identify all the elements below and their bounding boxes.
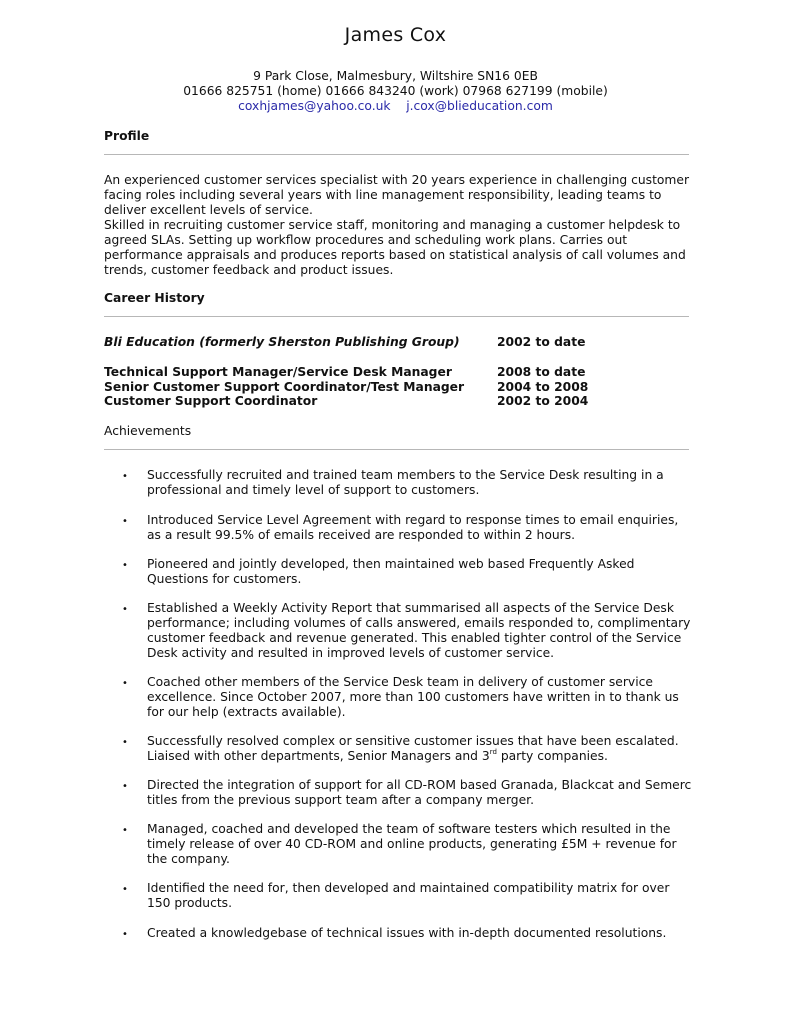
bullet-icon: • xyxy=(122,825,128,836)
bullet-icon: • xyxy=(122,678,128,689)
role-title: Senior Customer Support Coordinator/Test Manager xyxy=(104,380,465,394)
contact-phones: 01666 825751 (home) 01666 843240 (work) 07968 627199 (mobile) xyxy=(183,84,608,98)
achievement-item: Established a Weekly Activity Report that summarised all aspects of the Service Desk performance; including volumes of calls answered, emails responded to, complimentary customer feedback and revenue generated. This enabled tighter control of the Service Desk activity and resulted in improved levels of customer service. xyxy=(147,601,691,660)
email-personal-link[interactable]: coxhjames@yahoo.co.uk xyxy=(238,99,391,113)
career-heading: Career History xyxy=(104,291,205,305)
profile-heading: Profile xyxy=(104,129,150,143)
role-title: Customer Support Coordinator xyxy=(104,394,318,408)
achievement-line: party companies. xyxy=(496,749,608,763)
bullet-icon: • xyxy=(122,516,128,527)
achievement-item xyxy=(147,734,707,764)
contact-address: 9 Park Close, Malmesbury, Wiltshire SN16 0EB xyxy=(253,69,538,83)
email-work-link[interactable]: j.cox@blieducation.com xyxy=(406,99,553,113)
achievement-item: Managed, coached and developed the team of software testers which resulted in the timely release of over 40 CD-ROM and online products, generating £5M + revenue for the company. xyxy=(147,822,677,866)
role-dates: 2008 to date xyxy=(497,365,586,379)
bullet-icon: • xyxy=(122,737,128,748)
ordinal-suffix: rd xyxy=(489,748,497,756)
achievement-item: Created a knowledgebase of technical issues with in-depth documented resolutions. xyxy=(147,926,667,940)
achievement-line: Liaised with other departments, Senior Managers and 3 xyxy=(147,749,490,763)
achievement-line: Successfully resolved complex or sensitive customer issues that have been escalated. xyxy=(147,734,679,748)
bullet-icon: • xyxy=(122,929,128,940)
bullet-icon: • xyxy=(122,884,128,895)
achievement-item: Coached other members of the Service Desk team in delivery of customer service excellence. Since October 2007, more than 100 customers have written in to thank us for our help (extracts available). xyxy=(147,675,679,719)
company-dates: 2002 to date xyxy=(497,335,586,349)
profile-divider xyxy=(104,154,689,155)
bullet-icon: • xyxy=(122,781,128,792)
role-dates: 2002 to 2004 xyxy=(497,394,589,408)
bullet-icon: • xyxy=(122,604,128,615)
bullet-icon: • xyxy=(122,560,128,571)
achievement-item: Identified the need for, then developed and maintained compatibility matrix for over 150 products. xyxy=(147,881,670,910)
candidate-name: James Cox xyxy=(344,24,447,46)
role-title: Technical Support Manager/Service Desk Manager xyxy=(104,365,452,379)
achievements-divider xyxy=(104,449,689,450)
achievement-item: Successfully recruited and trained team members to the Service Desk resulting in a professional and timely level of support to customers. xyxy=(147,468,664,497)
role-dates: 2004 to 2008 xyxy=(497,380,589,394)
achievements-heading: Achievements xyxy=(104,424,192,438)
bullet-icon: • xyxy=(122,471,128,482)
achievement-item: Directed the integration of support for all CD-ROM based Granada, Blackcat and Semerc titles from the previous support team after a company merger. xyxy=(147,778,692,807)
career-divider xyxy=(104,316,689,317)
contact-emails xyxy=(0,99,791,114)
profile-text: An experienced customer services specialist with 20 years experience in challenging customer facing roles including several years with line management responsibility, leading teams to deliver excellent levels of service. Skilled in recruiting customer service staff, monitoring and managing a customer helpdesk to agreed SLAs. Setting up workflow procedures and scheduling work plans. Carries out performance appraisals and produces reports based on statistical analysis of call volumes and trends, customer feedback and product issues. xyxy=(104,173,690,277)
achievement-item: Introduced Service Level Agreement with regard to response times to email enquiries, as a result 99.5% of emails received are responded to within 2 hours. xyxy=(147,513,679,542)
achievement-item: Pioneered and jointly developed, then maintained web based Frequently Asked Questions for customers. xyxy=(147,557,635,586)
company-name: Bli Education (formerly Sherston Publishing Group) xyxy=(104,335,460,349)
